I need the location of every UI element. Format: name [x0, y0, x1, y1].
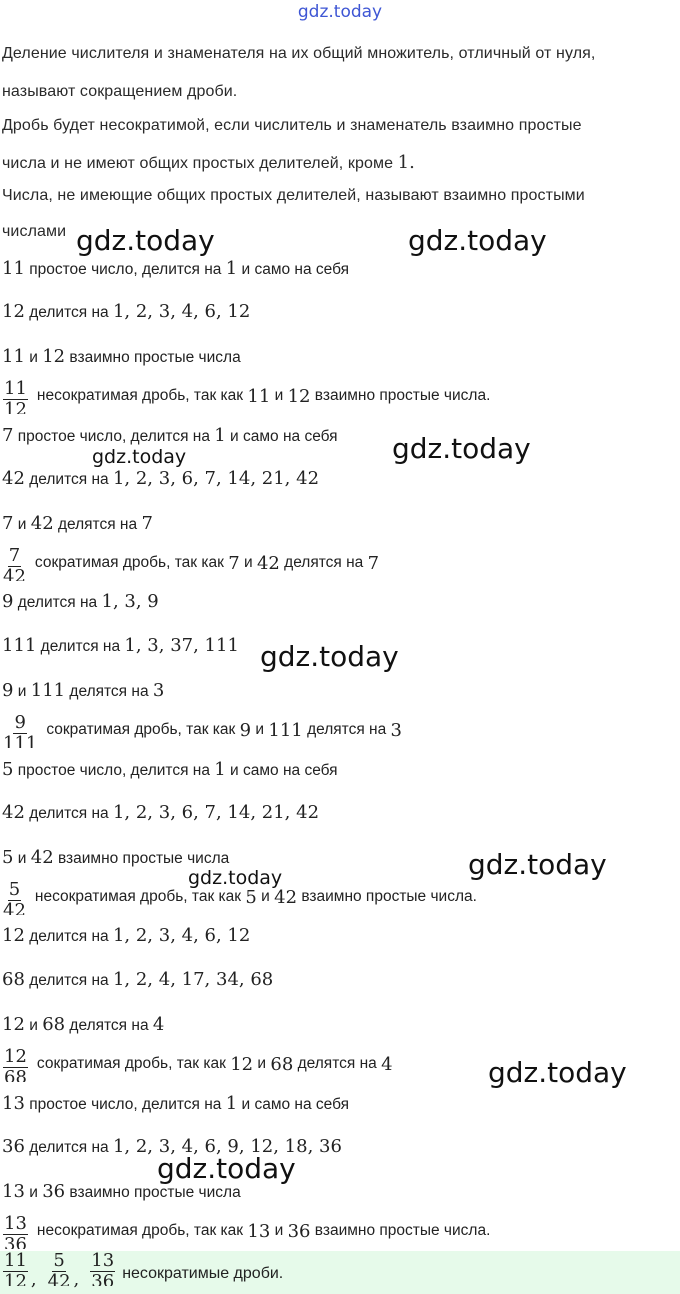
number: 13	[247, 1220, 271, 1242]
number: 42	[274, 886, 298, 908]
answer-fraction	[45, 1251, 74, 1286]
intro-one: 1.	[397, 152, 415, 173]
number: 1	[214, 425, 226, 446]
relation-line	[2, 847, 229, 868]
text: и	[243, 554, 253, 571]
number: 12	[230, 1053, 254, 1075]
text: несократимая дробь, так как	[36, 387, 244, 404]
relation-line	[2, 680, 164, 701]
number: 36	[287, 1220, 311, 1242]
relation-line	[2, 1014, 164, 1035]
fraction-line	[0, 708, 402, 752]
fraction	[0, 1214, 31, 1249]
watermark: gdz.today	[188, 867, 283, 889]
answer-fraction	[87, 1251, 118, 1286]
number: 11	[247, 385, 271, 407]
fraction	[0, 1047, 31, 1082]
denominator: 12	[4, 399, 27, 414]
fraction	[0, 379, 31, 414]
intro-line	[2, 152, 415, 173]
denominator: 12	[4, 1272, 27, 1286]
text: взаимно простые числа.	[314, 387, 491, 404]
watermark: gdz.today	[392, 432, 531, 465]
text: делятся на	[57, 516, 138, 533]
number: 68	[270, 1053, 294, 1075]
denominator: 36	[4, 1234, 27, 1249]
answer-text: несократимые дроби.	[122, 1265, 284, 1282]
denominator: 42	[47, 1272, 71, 1286]
text: делится на	[40, 638, 121, 655]
text: взаимно простые числа.	[301, 888, 477, 905]
number: 12	[42, 346, 66, 367]
text: и	[29, 1017, 38, 1034]
divisors-line	[2, 925, 250, 946]
number: 1	[225, 1093, 238, 1114]
number: 12	[2, 301, 25, 322]
number: 3	[390, 719, 402, 741]
watermark: gdz.today	[76, 224, 215, 257]
text: делятся на	[69, 1017, 149, 1034]
text: делится на	[17, 594, 98, 611]
text: и само на себя	[230, 762, 338, 779]
number: 7	[2, 513, 14, 534]
number: 7	[228, 552, 240, 574]
denominator: 111	[3, 733, 38, 748]
text: сократимая дробь, так как	[46, 721, 236, 738]
watermark: gdz.today	[408, 224, 547, 257]
text: и	[261, 888, 270, 905]
number: 11	[2, 346, 25, 367]
text: делится на	[29, 471, 109, 488]
number: 11	[2, 258, 25, 279]
text: делятся на	[307, 721, 387, 738]
divisors-line	[2, 802, 319, 823]
text: делятся на	[69, 683, 149, 700]
text: делится на	[29, 972, 109, 989]
number: 4	[152, 1014, 165, 1035]
text: сократимая дробь, так как	[36, 1055, 226, 1072]
divisors: 1, 2, 4, 17, 34, 68	[112, 969, 274, 990]
fraction-line	[0, 875, 477, 919]
fraction-line	[0, 374, 490, 418]
fraction	[0, 546, 29, 581]
number: 36	[2, 1136, 25, 1157]
fraction-line	[0, 541, 379, 585]
divisors: 1, 3, 9	[101, 591, 159, 612]
intro-line: называют сокращением дроби.	[2, 83, 238, 100]
text: и	[257, 1055, 267, 1072]
fraction-line	[0, 1042, 393, 1086]
divisors: 1, 2, 3, 4, 6, 9, 12, 18, 36	[112, 1136, 342, 1157]
intro-line: числами	[2, 223, 67, 240]
divisors-line	[2, 969, 273, 990]
divisors: 1, 3, 37, 111	[124, 635, 239, 656]
prime-line	[2, 258, 349, 279]
number: 111	[2, 635, 37, 656]
divisors: 1, 2, 3, 6, 7, 14, 21, 42	[112, 802, 320, 823]
fraction-line	[0, 1209, 490, 1253]
number: 1	[214, 759, 226, 780]
relation-line	[2, 346, 241, 367]
numerator: 7	[8, 544, 21, 566]
denominator: 42	[3, 566, 26, 581]
watermark: gdz.today	[92, 446, 187, 468]
relation-line	[2, 1181, 241, 1202]
number: 7	[141, 513, 153, 534]
numerator: 11	[4, 377, 27, 399]
divisors-line	[2, 301, 250, 322]
number: 9	[239, 719, 252, 741]
number: 42	[256, 552, 280, 574]
number: 5	[2, 847, 14, 868]
text: и	[17, 683, 27, 700]
denominator: 68	[4, 1067, 27, 1082]
text: простое число, делится на	[29, 1096, 222, 1113]
text: простое число, делится на	[17, 762, 210, 779]
text: и	[255, 721, 265, 738]
watermark: gdz.today	[260, 640, 399, 673]
text: простое число, делится на	[29, 261, 222, 278]
number: 4	[381, 1053, 393, 1075]
number: 13	[2, 1181, 25, 1202]
text: взаимно простые числа	[57, 850, 230, 867]
number: 68	[2, 969, 25, 990]
text: и	[29, 349, 38, 366]
number: 5	[2, 759, 14, 780]
text: и	[17, 516, 27, 533]
answer-fraction	[0, 1251, 31, 1286]
fraction	[0, 880, 29, 915]
divisors-line	[2, 468, 319, 489]
intro-line: Деление числителя и знаменателя на их общий множитель, отличный от нуля,	[2, 45, 596, 62]
number: 9	[2, 680, 14, 701]
number: 68	[42, 1014, 66, 1035]
intro-line: Дробь будет несократимой, если числитель и знаменатель взаимно простые	[2, 117, 582, 134]
prime-line	[2, 1093, 349, 1114]
text: делится на	[29, 805, 109, 822]
watermark: gdz.today	[468, 848, 607, 881]
number: 13	[2, 1093, 25, 1114]
text: и само на себя	[230, 428, 338, 445]
number: 42	[30, 513, 54, 534]
text: несократимая дробь, так как	[36, 1222, 244, 1239]
text: делятся на	[297, 1055, 377, 1072]
separator: ,	[30, 1269, 37, 1290]
numerator: 13	[91, 1250, 115, 1271]
text: простое число, делится на	[17, 428, 210, 445]
number: 12	[2, 1014, 25, 1035]
number: 3	[152, 680, 165, 701]
text: и	[274, 1222, 284, 1239]
numerator: 11	[4, 1250, 27, 1271]
divisors: 1, 2, 3, 6, 7, 14, 21, 42	[112, 468, 320, 489]
number: 9	[2, 591, 14, 612]
separator: ,	[73, 1269, 80, 1290]
text: сократимая дробь, так как	[34, 554, 224, 571]
text: делится на	[29, 304, 109, 321]
number: 42	[2, 802, 25, 823]
text: и	[274, 387, 284, 404]
text: и	[17, 850, 27, 867]
number: 111	[30, 680, 66, 701]
numerator: 5	[53, 1250, 65, 1271]
divisors-line	[2, 1136, 342, 1157]
number: 5	[245, 886, 257, 908]
text: делится на	[29, 1139, 109, 1156]
numerator: 12	[4, 1045, 27, 1067]
text: и само на себя	[241, 261, 350, 278]
text: взаимно простые числа.	[314, 1222, 491, 1239]
text: делятся на	[284, 554, 364, 571]
text: и	[29, 1184, 38, 1201]
number: 36	[42, 1181, 66, 1202]
number: 42	[2, 468, 25, 489]
intro-text: числа и не имеют общих простых делителей, кроме	[2, 155, 394, 172]
fraction	[0, 713, 40, 748]
denominator: 36	[91, 1272, 115, 1286]
watermark: gdz.today	[157, 1152, 296, 1185]
divisors-line	[2, 635, 239, 656]
divisors: 1, 2, 3, 4, 6, 12	[112, 925, 251, 946]
number: 42	[30, 847, 54, 868]
watermark: gdz.today	[488, 1056, 627, 1089]
denominator: 42	[3, 900, 26, 915]
number: 111	[268, 719, 303, 741]
number: 1	[225, 258, 238, 279]
answer-box	[0, 1251, 680, 1294]
divisors: 1, 2, 3, 4, 6, 12	[112, 301, 251, 322]
numerator: 9	[14, 711, 26, 733]
prime-line	[2, 759, 338, 780]
header-watermark: gdz.today	[297, 2, 383, 22]
number: 7	[2, 425, 14, 446]
numerator: 5	[8, 878, 21, 900]
text: взаимно простые числа	[69, 1184, 241, 1201]
prime-line	[2, 425, 338, 446]
number: 12	[2, 925, 25, 946]
number: 7	[367, 552, 380, 574]
text: несократимая дробь, так как	[34, 888, 242, 905]
relation-line	[2, 513, 153, 534]
text: делится на	[29, 928, 109, 945]
text: и само на себя	[241, 1096, 350, 1113]
numerator: 13	[4, 1212, 27, 1234]
divisors-line	[2, 591, 159, 612]
text: взаимно простые числа	[69, 349, 241, 366]
intro-line: Числа, не имеющие общих простых делителей, называют взаимно простыми	[2, 187, 585, 204]
number: 12	[287, 385, 311, 407]
